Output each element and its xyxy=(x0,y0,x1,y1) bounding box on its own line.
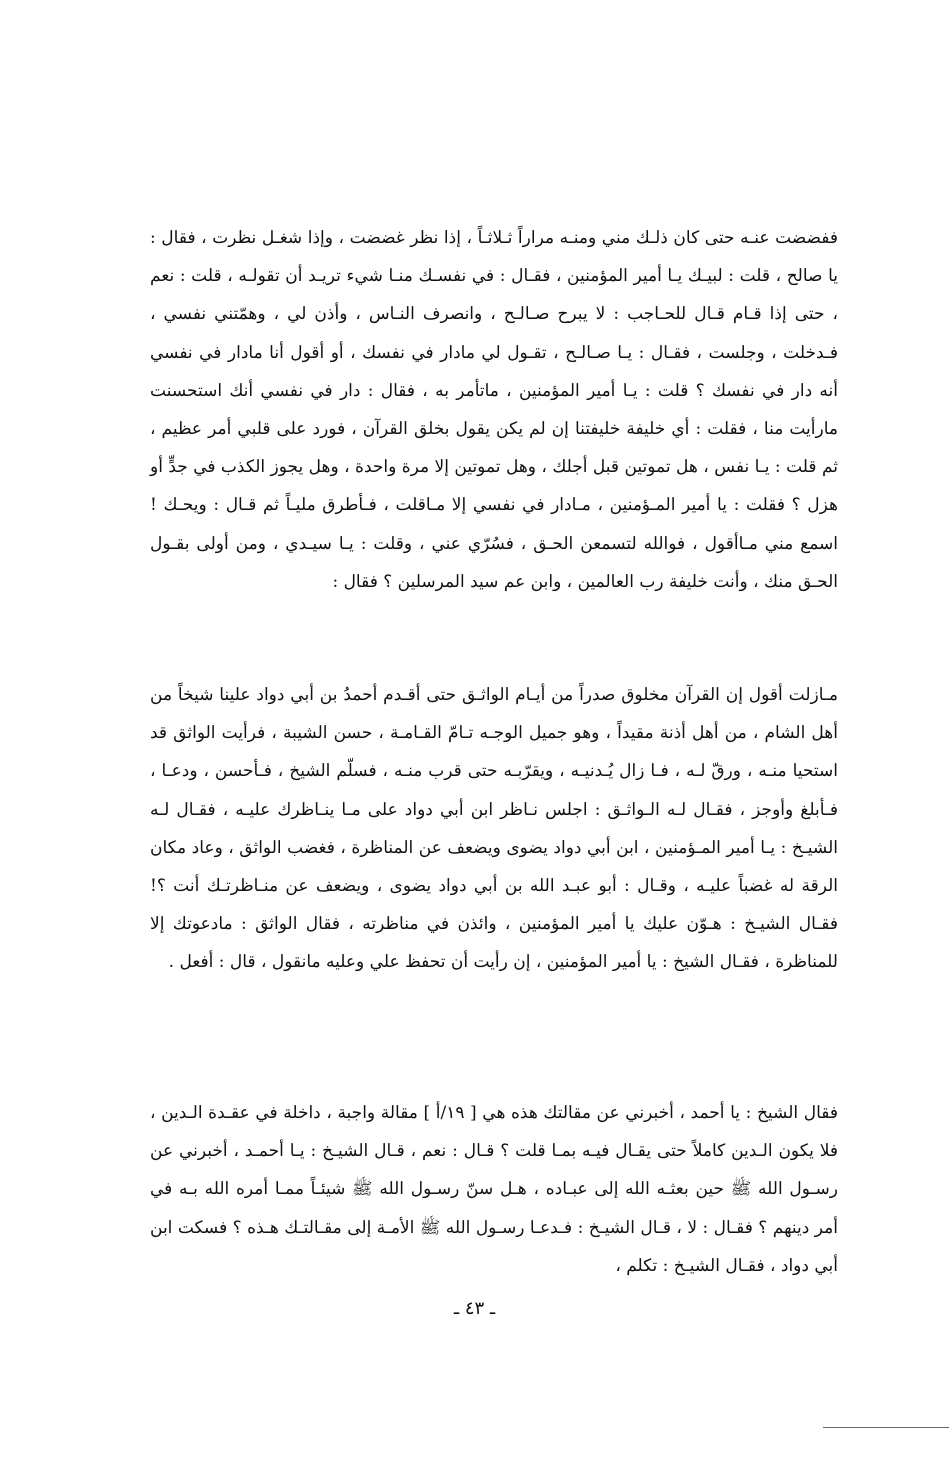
paragraph-2: مـازلت أقول إن القرآن مخلوق صدراً من أيـام الواثـق حتى أقـدم أحمدُ بن أبي دواد علينا شيخاً من أهل الشام ، من أهل أذنة مقيداً ، وهو جميل الوجـه تـامّ القـامـة ، حسن الشيبة ، فرأيت الواثق قد استحيا منـه ، ورقّ لـه ، فـا زال يُـدنيـه ، ويقرّبـه حتى قرب منـه ، فسلّم الشيخ ، فـأحسن ، ودعـا ، فـأبلغ وأوجز ، فقـال لـه الـواثـق : اجلس نـاظر ابن أبي دواد على مـا ينـاظرك عليـه ، فقـال لـه الشيـخ : يـا أمير المـؤمنين ، ابن أبي دواد يضوى ويضعف عن المناظرة ، فغضب الواثق ، وعاد مكان الرقة له غضباً عليـه ، وقـال : أبو عبـد الله بن أبي دواد يضوى ، ويضعف عن منـاظرتـك أنت ؟! فقـال الشيـخ : هـوّن عليك يا أمير المؤمنين ، وائذن في مناظرته ، فقال الواثق : مادعوتك إلا للمناظرة ، فقـال الشيخ : يا أمير المؤمنين ، إن رأيت أن تحفظ علي وعليه مانقول ، قال : أفعل . xyxy=(150,685,838,973)
page-number: ـ ٤٣ ـ xyxy=(453,1298,496,1319)
paragraph-1: ففضضت عنـه حتى كان ذلـك مني ومنـه مراراً ثـلاثـاً ، إذا نظر غضضت ، وإذا شغـل نظرت ، فقال : يا صالح ، قلت : لبيـك يـا أمير المؤمنين ، فقـال : في نفسـك منـا شيء تريـد أن تقولـه ، قلت : نعم ، حتى إذا قـام قـال للحـاجب : لا يبرح صـالـح ، وانصرف النـاس ، وأذن لي ، وهمّتني نفسي ، فـدخلت ، وجلست ، فقـال : يـا صـالـح ، تقـول لي مادار في نفسك ، أو أقول أنا مادار في نفسي أنه دار في نفسك ؟ قلت : يـا أمير المؤمنين ، ماتأمر به ، فقال : دار في نفسي أنك استحسنت مارأيت منا ، فقلت : أي خليفة خليفتنا إن لم يكن يقول بخلق القرآن ، فورد على قلبي أمر عظيم ، ثم قلت : يـا نفس ، هل تموتين قبل أجلك ، وهل تموتين إلا مرة واحدة ، وهل يجوز الكذب في جدٍّ أو هزل ؟ فقلت : يا أمير المـؤمنين ، مـادار في نفسي إلا مـاقلت ، فـأطرق مليـاً ثم قـال : ويحـك ! اسمع مني مـاأقول ، فوالله لتسمعن الحـق ، فسُرّي عني ، وقلت : يـا سيـدي ، ومن أولى بقـول الحـق منك ، وأنت خليفة رب العالمين ، وابن عم سيد المرسلين ؟ فقال : xyxy=(150,228,838,592)
bottom-divider xyxy=(823,1427,949,1428)
paragraph-3: فقال الشيخ : يا أحمد ، أخبرني عن مقالتك هذه هي [ ١٩/أ ] مقالة واجبة ، داخلة في عقـدة الـدين ، فلا يكون الـدين كاملاً حتى يقـال فيـه بمـا قلت ؟ قـال : نعم ، قـال الشيـخ : يـا أحمـد ، أخبرني عن رسـول الله ﷺ حين بعثـه الله إلى عبـاده ، هـل سنّ رسـول الله ﷺ شيئـاً ممـا أمره الله بـه في أمر دينهم ؟ فقـال : لا ، قـال الشيـخ : فـدعـا رسـول الله ﷺ الأمـة إلى مقـالتـك هـذه ؟ فسكت ابن أبي دواد ، فقـال الشيـخ : تكلم ، xyxy=(150,1103,838,1276)
